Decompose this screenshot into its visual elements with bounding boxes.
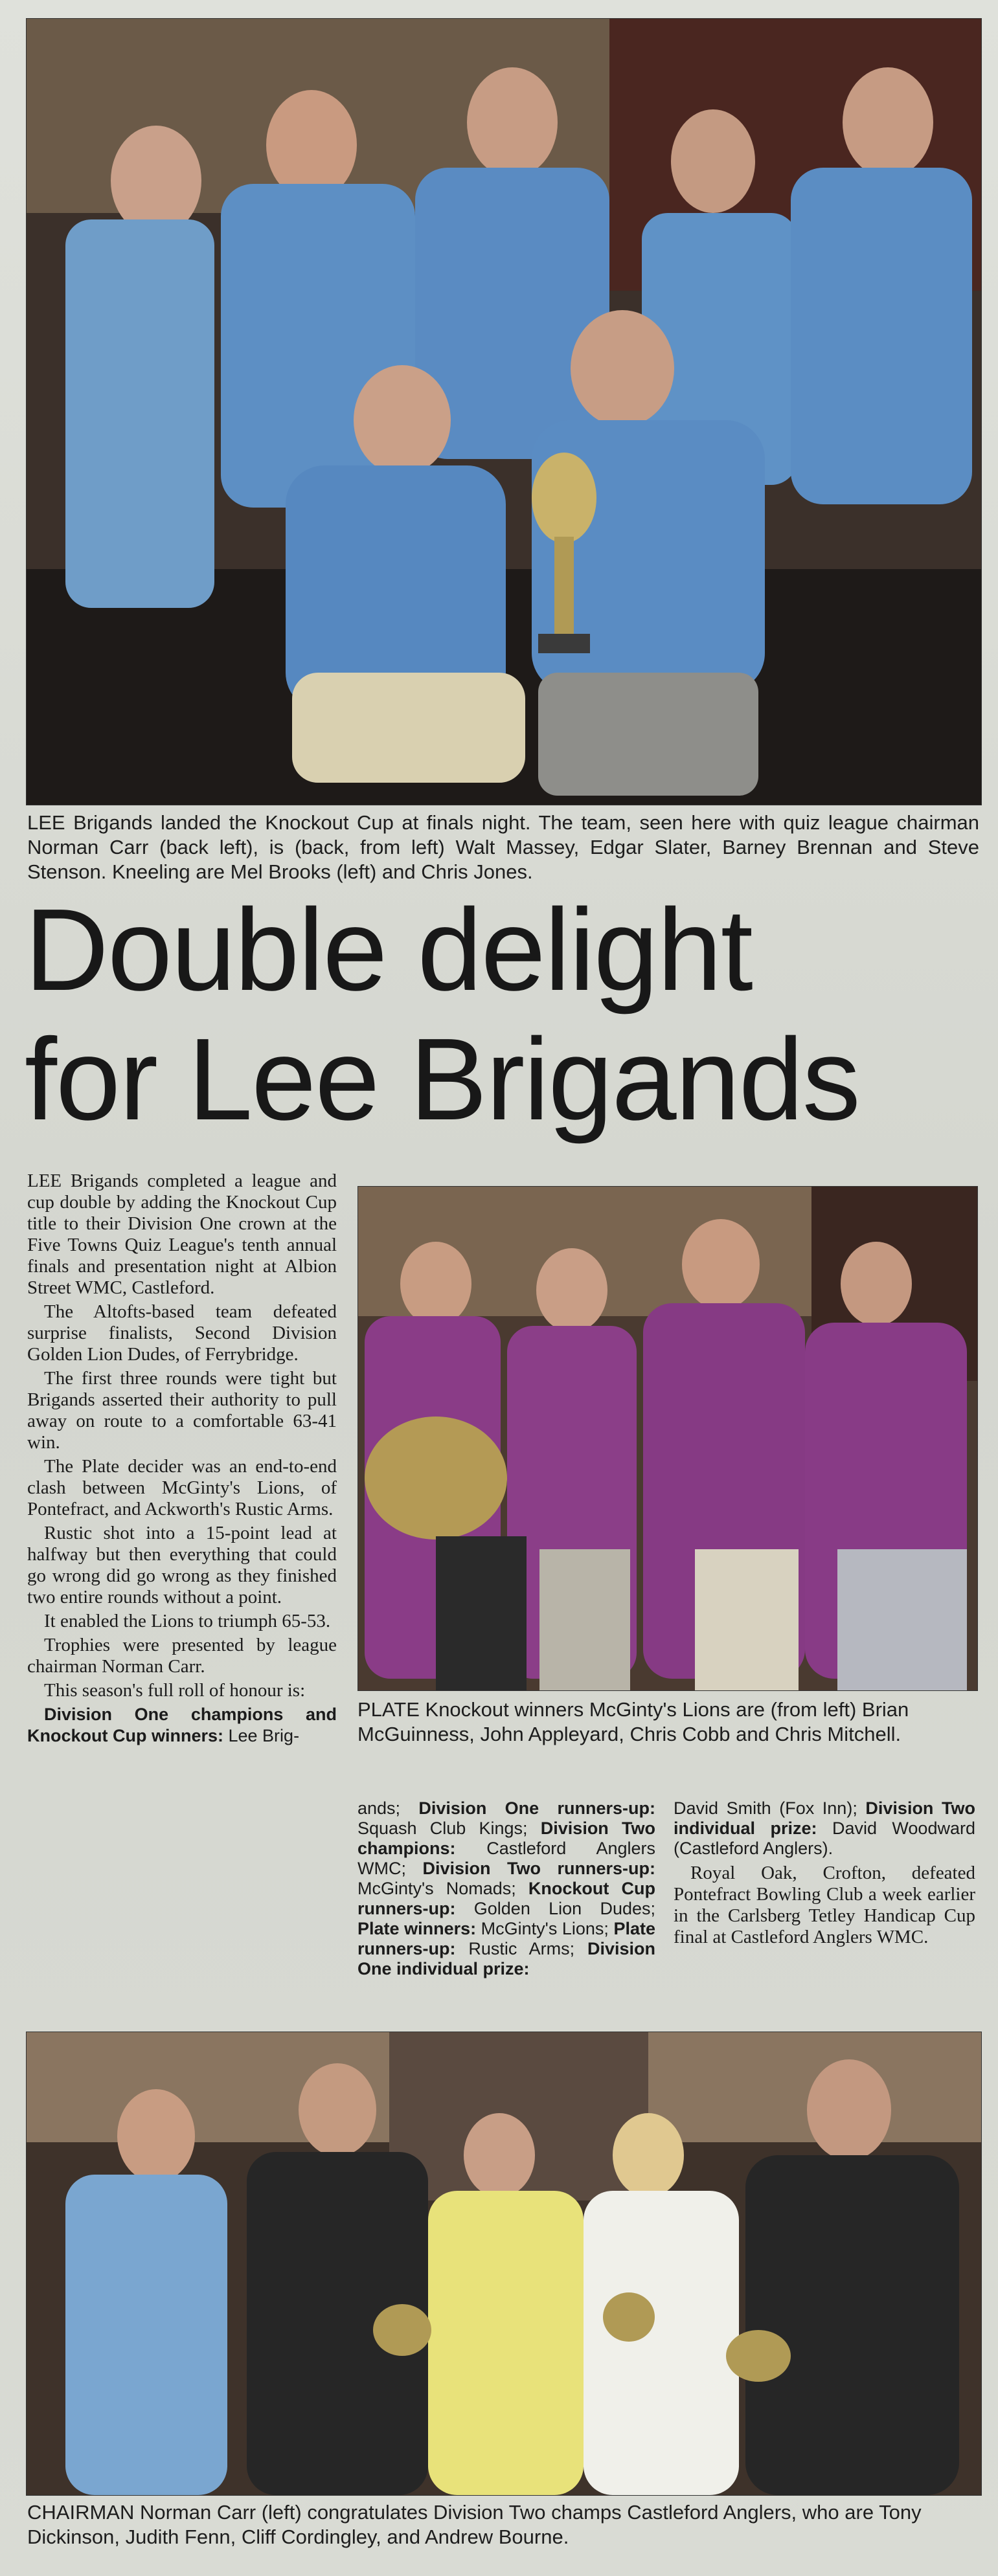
headline-line-1: Double delight — [25, 885, 752, 1015]
honour-value: ands; — [357, 1798, 419, 1818]
top-photo-caption: LEE Brigands landed the Knockout Cup at finals night. The team, seen here with quiz league chairman Norman Carr (back left), is (back, from left) Walt Massey, Edgar Slater, Barney Brennan and Steve Stenson. Kneeling are Mel Brooks (left) and Chris Jones. — [27, 811, 979, 883]
photo-castleford-anglers — [26, 2032, 982, 2496]
honour-label: Division Two runners-up: — [422, 1859, 655, 1878]
bottom-photo-caption: CHAIRMAN Norman Carr (left) congratulates Division Two champs Castleford Anglers, who are Tony Dickinson, Judith Fenn, Cliff Cordingley, and Andrew Bourne. — [27, 2501, 922, 2548]
photo-lee-brigands-team — [26, 18, 982, 805]
honour-value: Rustic Arms; — [455, 1939, 587, 1958]
plate-photo-caption: PLATE Knockout winners McGinty's Lions are (from left) Brian McGuinness, John Appleyard, Chris Cobb and Chris Mitchell. — [357, 1698, 909, 1745]
honour-label: Division Two individual prize: — [674, 1798, 975, 1838]
article-paragraph: Royal Oak, Crofton, defeated Pontefract Bowling Club a week earlier in the Carlsberg Tetley Handicap Cup final at Castleford Anglers WMC. — [674, 1863, 975, 1947]
headline-line-2: for Lee Brigands — [25, 1014, 859, 1145]
honour-label: Knockout Cup runners-up: — [357, 1879, 655, 1918]
article-column-2 — [357, 1798, 655, 1979]
photo-castleford-anglers-image — [27, 2032, 981, 2495]
honour-value: Squash Club Kings; — [357, 1819, 541, 1838]
honour-value: Castleford Anglers WMC; — [357, 1839, 655, 1878]
article-paragraph: The Plate decider was an end-to-end clash between McGinty's Lions, of Pontefract, and Ackworth's Rustic Arms. — [27, 1456, 337, 1519]
honour-label: Plate runners-up: — [357, 1919, 656, 1958]
honour-label: Division One runners-up: — [418, 1798, 655, 1818]
honour-value: McGinty's Lions; — [476, 1919, 614, 1938]
honour-value: David Smith (Fox Inn); — [674, 1798, 866, 1818]
article-paragraph: LEE Brigands completed a league and cup double by adding the Knockout Cup title to their Division One crown at the Five Towns Quiz League's tenth annual finals and presentation night at Albion Street WMC, Castleford. — [27, 1170, 337, 1298]
article-paragraph: Rustic shot into a 15-point lead at halfway but then everything that could go wrong did go wrong as they finished two entire rounds without a point. — [27, 1523, 337, 1607]
photo-mcgintys-lions-image — [358, 1187, 977, 1690]
honour-label: Division One individual prize: — [357, 1939, 655, 1978]
honour-label: Plate winners: — [357, 1919, 477, 1938]
article-paragraph: This season's full roll of honour is: — [44, 1680, 306, 1701]
honour-value: Lee Brig- — [223, 1726, 300, 1745]
article-column-3 — [674, 1798, 975, 1948]
article-paragraph: Trophies were presented by league chairman Norman Carr. — [27, 1635, 337, 1677]
photo-mcgintys-lions — [357, 1186, 978, 1691]
photo-lee-brigands-image — [27, 19, 981, 805]
article-paragraph: The first three rounds were tight but Brigands asserted their authority to pull away on route to a comfortable 63-41 win. — [27, 1368, 337, 1453]
honour-value: Golden Lion Dudes; — [455, 1899, 655, 1918]
honour-value: David Woodward (Castleford Anglers). — [674, 1819, 975, 1858]
honour-label: Division Two champions: — [357, 1819, 655, 1858]
article-paragraph: The Altofts-based team defeated surprise finalists, Second Division Golden Lion Dudes, of Ferrybridge. — [27, 1301, 337, 1365]
article-column-1 — [27, 1170, 337, 1749]
honour-value: McGinty's Nomads; — [357, 1879, 528, 1898]
roll-of-honour-start — [27, 1704, 337, 1747]
article-paragraph: It enabled the Lions to triumph 65-53. — [44, 1611, 331, 1631]
honour-label: Division One champions and Knockout Cup winners: — [27, 1705, 337, 1745]
